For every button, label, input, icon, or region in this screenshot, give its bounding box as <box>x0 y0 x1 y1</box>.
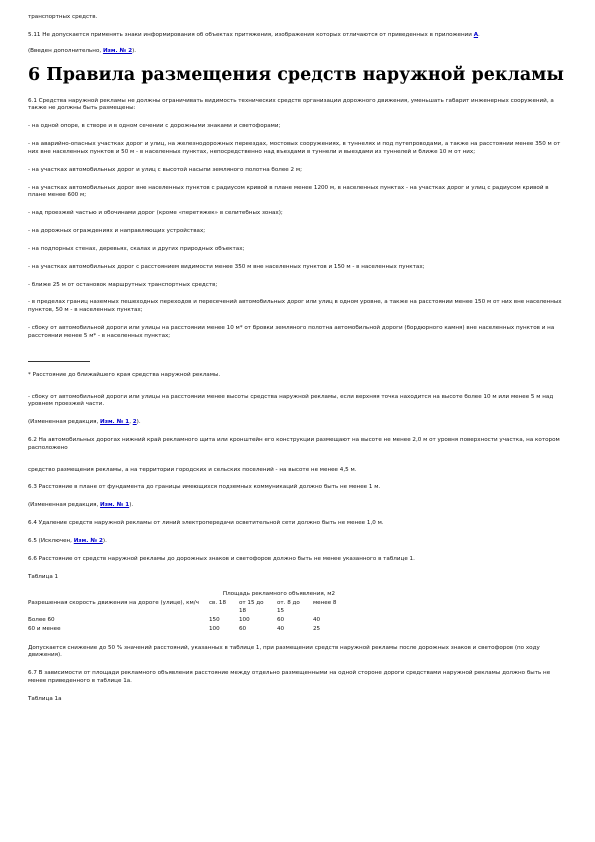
paragraph-6-5-post: ). <box>102 537 107 544</box>
list-item: - в пределах границ наземных пешеходных переходов и пересечений автомобильных дорог или улиц в одном уровне, а также на расстоянии менее 150 м от них вне населенных пунктов, 50 м - в населенных пунктах; <box>28 299 562 314</box>
table-cell: 60 <box>238 625 247 632</box>
list-item: - на дорожных ограждениях и направляющих устройствах; <box>28 228 206 235</box>
table-row <box>28 617 355 626</box>
appendix-a-link[interactable]: А <box>473 31 479 38</box>
list-item: - на участках автомобильных дорог и улиц с высотой насыпи земляного полотна более 2 м; <box>28 166 302 173</box>
paragraph-6-2-part1: 6.2 На автомобильных дорогах нижний край рекламного щита или кронштейн его конструкции размещают на высоте не менее 2,0 м от уровня поверхности участка, на котором расположено <box>28 437 560 451</box>
paragraph-6-5 <box>28 538 565 546</box>
amendment-1-link[interactable]: Изм. № 1 <box>100 502 130 509</box>
amendment-2-link[interactable]: 2 <box>132 419 137 426</box>
amendment-2-link[interactable]: Изм. № 2 <box>102 47 133 54</box>
table-1-caption: Таблица 1 <box>28 573 59 580</box>
table-column-header: от 15 до 18 <box>238 600 264 615</box>
paragraph-5-11-text: 5.11 Не допускается применять знаки информирования об объектах притяжения, изображения которых отличаются от приведенных в приложении <box>28 31 474 38</box>
table-cell: 25 <box>312 625 321 632</box>
paragraph-6-4: 6.4 Удаление средств наружной рекламы от линий электропередачи осветительной сети должно быть не менее 1,0 м. <box>28 520 384 527</box>
footnote-divider <box>28 361 90 362</box>
table-column-header: менее 8 <box>312 600 337 607</box>
table-cell-label: 60 и менее <box>28 625 61 632</box>
paragraph-6-6: 6.6 Расстояние от средств наружной рекламы до дорожных знаков и светофоров должно быть не менее указанного в таблице 1. <box>28 555 415 562</box>
table-cell: 100 <box>208 625 220 632</box>
list-item: - на подпорных стенах, деревьях, скалах и других природных объектах; <box>28 245 245 252</box>
amendment-note-3 <box>28 502 565 510</box>
table-cell: 100 <box>238 616 250 623</box>
paragraph-5-11 <box>28 32 565 40</box>
amendment-note-2-pre: (Измененная редакция, <box>28 419 101 426</box>
paragraph-6-3: 6.3 Расстояние в плане от фундамента до границы имеющихся подземных коммуникаций должно быть не менее 1 м. <box>28 484 381 491</box>
table-header-row <box>28 591 355 600</box>
paragraph-6-2-part2: средство размещения рекламы, а на территории городских и сельских поселений - на высоте не менее 4,5 м. <box>28 466 357 473</box>
amendment-note-3-pre: (Измененная редакция, <box>28 502 101 509</box>
section-heading: 6 Правила размещения средств наружной рекламы <box>28 65 564 86</box>
footnote: * Расстояние до ближайшего края средства наружной рекламы. <box>28 371 221 378</box>
table-column-header: св. 18 <box>208 600 226 607</box>
paragraph-reduction: Допускается снижение до 50 % значений расстояний, указанных в таблице 1, при размещении средств наружной рекламы после дорожных знаков и светофоров (по ходу движения). <box>28 644 540 659</box>
table-row <box>28 626 355 635</box>
list-item: - ближе 25 м от остановок маршрутных транспортных средств; <box>28 281 218 288</box>
table-cell: 40 <box>276 625 285 632</box>
paragraph-6-1: 6.1 Средства наружной рекламы не должны ограничивать видимость технических средств организации дорожного движения, уменьшать габарит инженерных сооружений, а также не должны быть размещены: <box>28 97 554 112</box>
table-cell-label: Более 60 <box>28 616 55 623</box>
table-cell: 40 <box>312 616 321 623</box>
table-1a-caption: Таблица 1а <box>28 695 62 702</box>
paragraph-5-11-end: . <box>478 31 480 38</box>
list-item: - над проезжей частью и обочинами дорог (кроме «перетяжек» в селитебных зонах); <box>28 210 283 217</box>
amendment-note-2 <box>28 419 565 427</box>
list-item: - на участках автомобильных дорог с расстоянием видимости менее 350 м вне населенных пунктов и 150 м - в населенных пунктах; <box>28 263 425 270</box>
list-item: - сбоку от автомобильной дороги или улицы на расстоянии менее 10 м* от бровки земляного полотна автомобильной дороги (бордюрного камня) вне населенных пунктов и на расстоянии менее 5 м* - в населенных пунктах; <box>28 325 555 339</box>
list-item-side-height: - сбоку от автомобильной дороги или улицы на расстоянии менее высоты средства наружной рекламы, если верхняя точка находится на высоте более 10 м или менее 5 м над уровнем проезжей части. <box>28 393 554 408</box>
table-group-header: Площадь рекламного объявления, м2 <box>222 591 336 598</box>
paragraph-6-7: 6.7 В зависимости от площади рекламного объявления расстояние между отдельно размещенными на одной стороне дороги средствами наружной рекламы должно быть не менее приведенного в таблице 1а. <box>28 670 551 685</box>
list-item: - на участках автомобильных дорог вне населенных пунктов с радиусом кривой в плане менее 1200 м, в населенных пунктах - на участках дорог и улиц с радиусом кривой в плане менее 600 м; <box>28 184 549 199</box>
amendment-2-link[interactable]: Изм. № 2 <box>73 537 103 544</box>
paragraph-6-5-pre: 6.5 (Исключен, <box>28 537 74 544</box>
table-cell: 60 <box>276 616 285 623</box>
table-1 <box>28 591 355 634</box>
amendment-note-2-sep: , <box>129 419 133 426</box>
list-item: - на одной опоре, в створе и в одном сечении с дорожными знаками и светофорами; <box>28 123 281 130</box>
top-line: транспортных средств. <box>28 14 98 20</box>
amendment-1-link[interactable]: Изм. № 1 <box>100 419 130 426</box>
amendment-note-3-post: ). <box>129 502 134 509</box>
table-cell: 150 <box>208 616 220 623</box>
table-column-header: от. 8 до 15 <box>276 600 300 615</box>
table-row-header: Разрешенная скорость движения на дороге (улице), км/ч <box>28 599 199 606</box>
amendment-note-1-post: ). <box>132 47 137 54</box>
amendment-note-2-post: ). <box>136 419 141 426</box>
amendment-note-1-pre: (Введен дополнительно, <box>28 47 103 54</box>
amendment-note-1 <box>28 48 565 56</box>
list-item: - на аварийно-опасных участках дорог и улиц, на железнодорожных переездах, мостовых сооружениях, в туннелях и под путепроводами, а также на расстоянии менее 350 м от них вне населенных пунктов и 50 м - в населенных пунктах, непосредственно над въездами в туннели и выездами из туннелей и ближе 10 м от них; <box>28 141 561 155</box>
